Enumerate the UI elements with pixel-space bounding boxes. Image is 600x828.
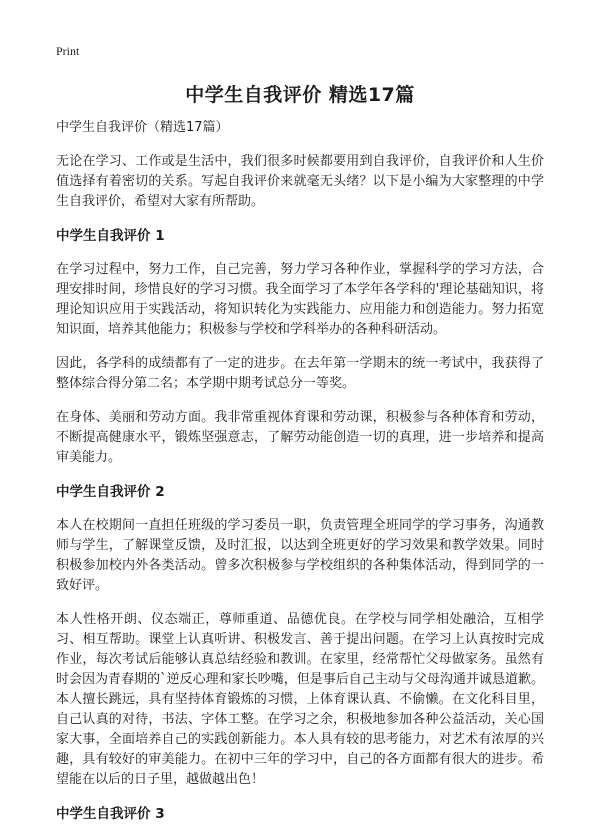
section-2 [56,482,544,790]
intro-paragraph: 无论在学习、工作或是生活中，我们很多时候都要用到自我评价，自我评价和人生价值选择有着密切的关系。写起自我评价来就毫无头绪？以下是小编为大家整理的中学生自我评价，希望对大家有所帮助。 [56,154,544,209]
section-paragraph: 在学习过程中，努力工作，自己完善，努力学习各种作业，掌握科学的学习方法，合理安排时间，珍惜良好的学习习惯。我全面学习了本学年各学科的'理论基础知识，将理论知识应用于实践活动，将知识转化为实践能力、应用能力和创造能力。努力拓宽知识面，培养其他能力；积极参与学校和学科举办的各种科研活动。 [56,262,544,337]
section-1 [56,226,544,468]
document-body [56,118,544,828]
section-paragraph: 在身体、美丽和劳动方面。我非常重视体育课和劳动课，积极参与各种体育和劳动，不断提高健康水平，锻炼坚强意志，了解劳动能创造一切的真理，进一步培养和提高审美能力。 [56,410,544,465]
document-subtitle: 中学生自我评价（精选17篇） [56,120,229,135]
print-label[interactable]: Print [56,44,80,58]
section-paragraph: 本人性格开朗、仪态端正，尊师重道、品德优良。在学校与同学相处融洽，互相学习、相互帮助。课堂上认真听讲、积极发言、善于提出问题。在学习上认真按时完成作业，每次考试后能够认真总结经验和教训。在家里，经常帮忙父母做家务。虽然有时会因为青春期的`逆反心理和家长吵嘴，但是事后自己主动与父母沟通并诚恳道歉。本人擅长跳远，具有坚持体育锻炼的习惯，上体育课认真、不偷懒。在文化科目里，自己认真的对待，书法、字体工整。在学习之余，积极地参加各种公益活动，关心国家大事，全面培养自己的实践创新能力。本人具有较的思考能力，对艺术有浓厚的兴趣，具有较好的审美能力。在初中三年的学习中，自己的各方面都有很大的进步。希望能在以后的日子里，越做越出色！ [56,612,544,787]
section-heading: 中学生自我评价 2 [56,484,165,500]
section-paragraph: 本人在校期间一直担任班级的学习委员一职，负责管理全班同学的学习事务，沟通教师与学生，了解课堂反馈，及时汇报，以达到全班更好的学习效果和教学效果。同时积极参加校内外各类活动。曾多次积极参与学校组织的各种集体活动，得到同学的一致好评。 [56,518,544,593]
page-title: 中学生自我评价 精选17篇 [185,84,415,106]
section-heading: 中学生自我评价 3 [56,806,165,822]
section-paragraph: 因此，各学科的成绩都有了一定的进步。在去年第一学期末的统一考试中，我获得了整体综合得分第二名；本学期中期考试总分一等奖。 [56,356,544,391]
section-3 [56,804,544,824]
section-heading: 中学生自我评价 1 [56,228,165,244]
